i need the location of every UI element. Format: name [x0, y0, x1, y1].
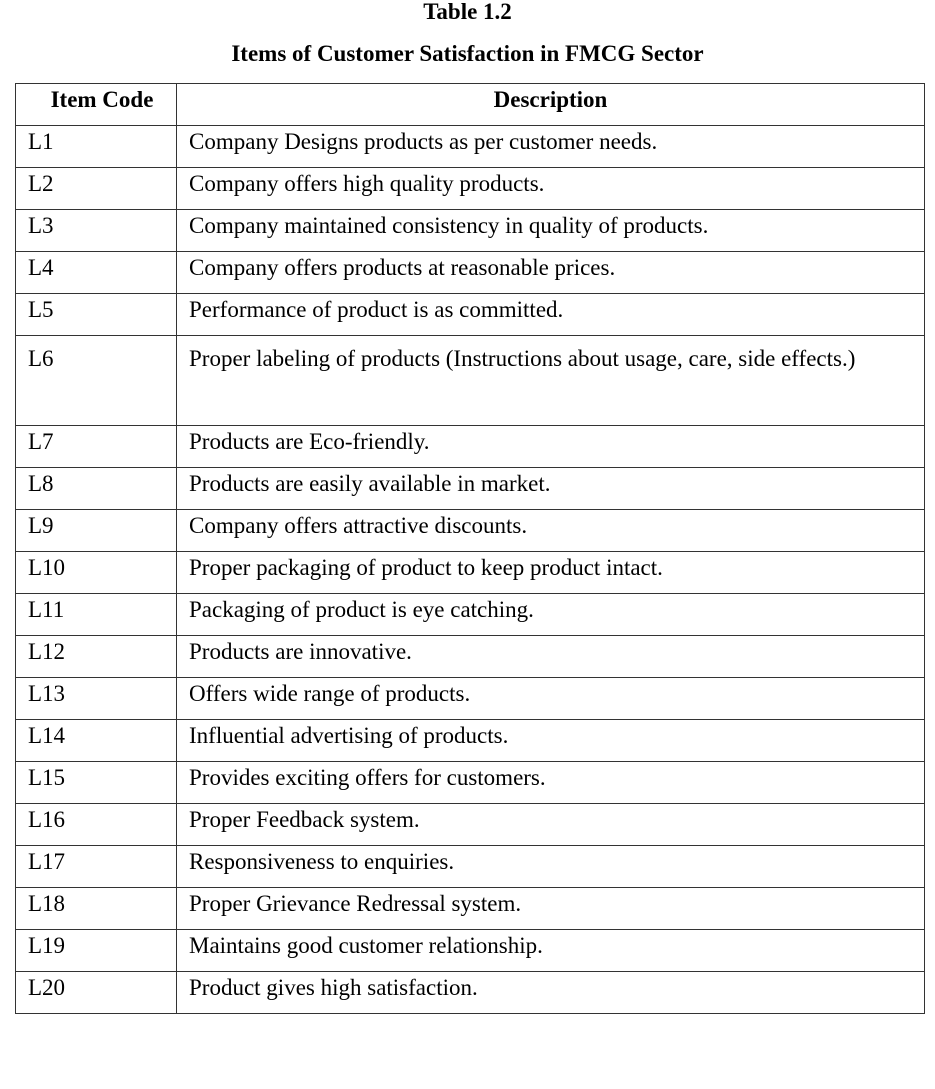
item-code-cell: L6: [16, 336, 177, 426]
description-cell: Proper Grievance Redressal system.: [177, 888, 925, 930]
table-row: [16, 720, 925, 762]
item-code-cell: L2: [16, 168, 177, 210]
description-cell: Company offers products at reasonable prices.: [177, 252, 925, 294]
table-row: [16, 468, 925, 510]
item-code-cell: L13: [16, 678, 177, 720]
table-row: [16, 336, 925, 426]
description-cell: Company Designs products as per customer needs.: [177, 126, 925, 168]
description-cell: Company offers high quality products.: [177, 168, 925, 210]
description-cell: Products are easily available in market.: [177, 468, 925, 510]
table-row: [16, 552, 925, 594]
table-row: [16, 210, 925, 252]
customer-satisfaction-table: [15, 83, 925, 1014]
table-row: [16, 636, 925, 678]
item-code-cell: L19: [16, 930, 177, 972]
description-cell: Influential advertising of products.: [177, 720, 925, 762]
table-row: [16, 510, 925, 552]
table-row: [16, 888, 925, 930]
item-code-cell: L9: [16, 510, 177, 552]
table-row: [16, 846, 925, 888]
table-row: [16, 126, 925, 168]
table-row: [16, 972, 925, 1014]
item-code-cell: L4: [16, 252, 177, 294]
description-cell: Company offers attractive discounts.: [177, 510, 925, 552]
table-row: [16, 930, 925, 972]
description-cell: Products are Eco-friendly.: [177, 426, 925, 468]
item-code-cell: L12: [16, 636, 177, 678]
description-cell: Offers wide range of products.: [177, 678, 925, 720]
item-code-cell: L10: [16, 552, 177, 594]
description-header: Description: [177, 84, 925, 126]
item-code-cell: L5: [16, 294, 177, 336]
item-code-cell: L8: [16, 468, 177, 510]
table-header-row: [16, 84, 925, 126]
table-row: [16, 426, 925, 468]
item-code-cell: L1: [16, 126, 177, 168]
table-number: Table 1.2: [423, 0, 512, 24]
description-cell: Proper Feedback system.: [177, 804, 925, 846]
description-cell: Provides exciting offers for customers.: [177, 762, 925, 804]
description-cell: Packaging of product is eye catching.: [177, 594, 925, 636]
description-cell: Product gives high satisfaction.: [177, 972, 925, 1014]
table-row: [16, 762, 925, 804]
item-code-cell: L14: [16, 720, 177, 762]
item-code-cell: L17: [16, 846, 177, 888]
description-cell: Responsiveness to enquiries.: [177, 846, 925, 888]
item-code-cell: L7: [16, 426, 177, 468]
description-cell: Proper packaging of product to keep product intact.: [177, 552, 925, 594]
table-row: [16, 678, 925, 720]
item-code-header: Item Code: [16, 84, 177, 126]
description-cell: Company maintained consistency in quality of products.: [177, 210, 925, 252]
description-cell: Products are innovative.: [177, 636, 925, 678]
item-code-cell: L16: [16, 804, 177, 846]
table-row: [16, 804, 925, 846]
item-code-cell: L15: [16, 762, 177, 804]
table-row: [16, 252, 925, 294]
table-row: [16, 168, 925, 210]
table-caption: Items of Customer Satisfaction in FMCG Sector: [231, 41, 704, 66]
table-row: [16, 294, 925, 336]
item-code-cell: L18: [16, 888, 177, 930]
description-cell: Performance of product is as committed.: [177, 294, 925, 336]
description-cell: Maintains good customer relationship.: [177, 930, 925, 972]
table-row: [16, 594, 925, 636]
item-code-cell: L20: [16, 972, 177, 1014]
item-code-cell: L3: [16, 210, 177, 252]
item-code-cell: L11: [16, 594, 177, 636]
description-cell: Proper labeling of products (Instructions about usage, care, side effects.): [177, 336, 925, 426]
